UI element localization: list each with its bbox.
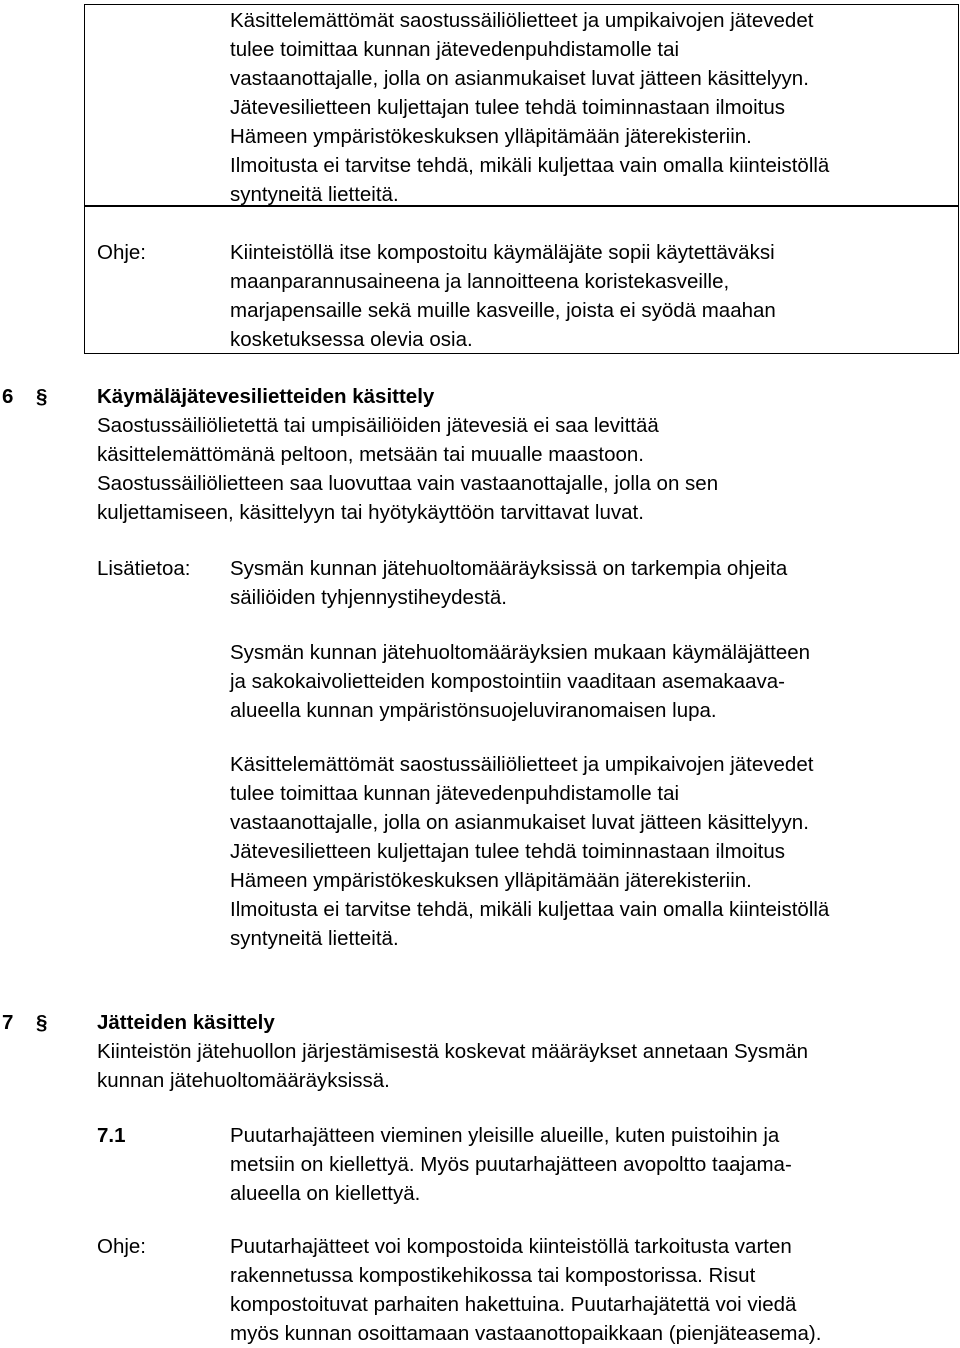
- text-line: kunnan jätehuoltomääräyksissä.: [97, 1069, 390, 1092]
- lisatietoa-para-3: [230, 750, 829, 953]
- text-line: Puutarhajätteen vieminen yleisille alueille, kuten puistoihin ja: [230, 1124, 780, 1147]
- text-line: Jätevesilietteen kuljettajan tulee tehdä toiminnastaan ilmoitus: [230, 96, 785, 119]
- section-symbol: §: [36, 1011, 48, 1034]
- text-line: Sysmän kunnan jätehuoltomääräyksien mukaan käymäläjätteen: [230, 641, 811, 664]
- text-line: Käsittelemättömät saostussäiliölietteet ja umpikaivojen jätevedet: [230, 9, 814, 32]
- text-line: Kiinteistön jätehuollon järjestämisestä koskevat määräykset annetaan Sysmän: [97, 1040, 809, 1063]
- ohje-box-text: [230, 238, 776, 354]
- top-box-text: [230, 6, 829, 209]
- lisatietoa-label: Lisätietoa:: [97, 557, 191, 580]
- text-line: Jätevesilietteen kuljettajan tulee tehdä toiminnastaan ilmoitus: [230, 840, 785, 863]
- text-line: syntyneitä lietteitä.: [230, 927, 399, 950]
- text-line: alueella on kiellettyä.: [230, 1182, 421, 1205]
- text-line: myös kunnan osoittamaan vastaanottopaikkaan (pienjäteasema).: [230, 1322, 822, 1345]
- ohje-label: Ohje:: [97, 241, 146, 264]
- section-symbol: §: [36, 385, 48, 408]
- lisatietoa-para-1: [230, 554, 787, 612]
- text-line: vastaanottajalle, jolla on asianmukaiset luvat jätteen käsittelyyn.: [230, 811, 809, 834]
- text-line: ja sakokaivolietteiden kompostointiin vaaditaan asemakaava-: [230, 670, 785, 693]
- subsection-7-1-body: [230, 1121, 792, 1208]
- text-line: Saostussäiliölietteen saa luovuttaa vain vastaanottajalle, jolla on sen: [97, 472, 719, 495]
- text-line: alueella kunnan ympäristönsuojeluviranomaisen lupa.: [230, 699, 717, 722]
- section-title: Käymäläjätevesilietteiden käsittely: [97, 385, 435, 408]
- text-line: Hämeen ympäristökeskuksen ylläpitämään jäterekisteriin.: [230, 125, 752, 148]
- lisatietoa-para-2: [230, 638, 810, 725]
- text-line: Ilmoitusta ei tarvitse tehdä, mikäli kuljettaa vain omalla kiinteistöllä: [230, 898, 830, 921]
- text-line: syntyneitä lietteitä.: [230, 183, 399, 206]
- section-number: 7: [2, 1011, 14, 1034]
- text-line: Kiinteistöllä itse kompostoitu käymäläjäte sopii käytettäväksi: [230, 241, 775, 264]
- text-line: maanparannusaineena ja lannoitteena koristekasveille,: [230, 270, 730, 293]
- ohje-label: Ohje:: [97, 1235, 146, 1258]
- text-line: kompostoituvat parhaiten hakettuina. Puutarhajätettä voi viedä: [230, 1293, 797, 1316]
- text-line: marjapensaille sekä muille kasveille, joista ei syödä maahan: [230, 299, 776, 322]
- text-line: tulee toimittaa kunnan jätevedenpuhdistamolle tai: [230, 38, 680, 61]
- section-number: 6: [2, 385, 14, 408]
- section-7-ohje-body: [230, 1232, 821, 1348]
- text-line: Hämeen ympäristökeskuksen ylläpitämään jäterekisteriin.: [230, 869, 752, 892]
- text-line: tulee toimittaa kunnan jätevedenpuhdistamolle tai: [230, 782, 680, 805]
- text-line: vastaanottajalle, jolla on asianmukaiset luvat jätteen käsittelyyn.: [230, 67, 809, 90]
- text-line: Käsittelemättömät saostussäiliölietteet ja umpikaivojen jätevedet: [230, 753, 814, 776]
- section-7-body: [97, 1008, 808, 1095]
- text-line: kosketuksessa olevia osia.: [230, 328, 473, 351]
- text-line: metsiin on kiellettyä. Myös puutarhajätteen avopoltto taajama-: [230, 1153, 792, 1176]
- text-line: Sysmän kunnan jätehuoltomääräyksissä on tarkempia ohjeita: [230, 557, 788, 580]
- subsection-number: 7.1: [97, 1124, 126, 1147]
- section-6-body: [97, 382, 718, 527]
- text-line: kuljettamiseen, käsittelyyn tai hyötykäyttöön tarvittavat luvat.: [97, 501, 644, 524]
- text-line: käsittelemättömänä peltoon, metsään tai muualle maastoon.: [97, 443, 644, 466]
- text-line: säiliöiden tyhjennystiheydestä.: [230, 586, 507, 609]
- text-line: Saostussäiliölietettä tai umpisäiliöiden jätevesiä ei saa levittää: [97, 414, 659, 437]
- text-line: Ilmoitusta ei tarvitse tehdä, mikäli kuljettaa vain omalla kiinteistöllä: [230, 154, 830, 177]
- text-line: rakennetussa kompostikehikossa tai kompostorissa. Risut: [230, 1264, 756, 1287]
- section-title: Jätteiden käsittely: [97, 1011, 275, 1034]
- text-line: Puutarhajätteet voi kompostoida kiinteistöllä tarkoitusta varten: [230, 1235, 792, 1258]
